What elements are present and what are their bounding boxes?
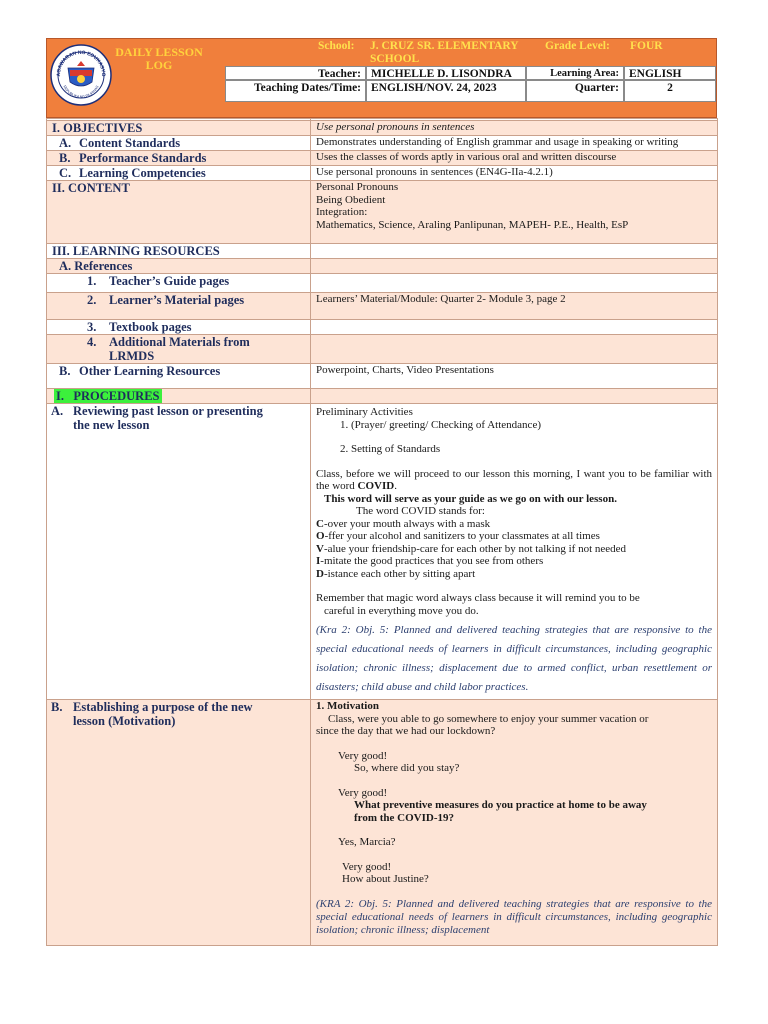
quarter-value: 2 xyxy=(624,80,716,102)
procedure-b-label xyxy=(47,700,311,946)
covid-item xyxy=(316,518,712,531)
covid-text: -ffer your alcohol and sanitizers to your classmates at all times xyxy=(324,530,600,542)
covid-guide-text: This word will serve as your guide as we go on with our lesson. xyxy=(324,492,617,505)
content-standards-label xyxy=(47,136,311,151)
lm-num: 2. xyxy=(87,293,97,307)
covid-intro-end: . xyxy=(394,480,397,492)
performance-standards-label xyxy=(47,151,311,166)
competencies-value: Use personal pronouns in sentences (EN4G-IIa-4.2.1) xyxy=(311,166,718,181)
other-resources-label xyxy=(47,364,311,389)
tb-num: 3. xyxy=(87,320,97,334)
learning-resources-row xyxy=(47,244,718,259)
covid-intro-paragraph xyxy=(316,468,712,493)
motivation-heading: 1. Motivation xyxy=(316,700,379,712)
covid-text: -alue your friendship-care for each other by not talking if not needed xyxy=(323,542,627,555)
tg-num: 1. xyxy=(87,274,97,288)
references-row xyxy=(47,259,718,274)
school-label: School: xyxy=(318,40,355,52)
competencies-row xyxy=(47,166,718,181)
how-about-justine: How about Justine? xyxy=(342,873,429,885)
competencies-text: Learning Competencies xyxy=(79,166,206,180)
yes-marcia: Yes, Marcia? xyxy=(338,836,396,848)
content-line: Personal Pronouns xyxy=(316,181,399,193)
procedure-a-label xyxy=(47,404,311,700)
teachers-guide-label xyxy=(47,274,311,293)
preliminary-item-1: 1. (Prayer/ greeting/ Checking of Attendance) xyxy=(340,418,541,431)
content-line: Integration: xyxy=(316,206,368,218)
content-line: Being Obedient xyxy=(316,193,386,206)
lesson-table xyxy=(46,118,718,946)
objectives-row xyxy=(47,121,718,136)
procedure-a-kra-note: (Kra 2: Obj. 5: Planned and delivered teaching strategies that are responsive to the special educational needs of learners in difficult circumstances, including geographic isolation; chronic illness; displacement due to armed conflict, urban resettlement or disasters; child abuse and child labor practices. xyxy=(316,624,712,693)
additional-materials-row xyxy=(47,335,718,364)
textbook-row xyxy=(47,320,718,335)
content-line: Mathematics, Science, Araling Panlipunan, MAPEH- P.E., Health, EsP xyxy=(316,218,629,231)
tg-text: Teacher’s Guide pages xyxy=(109,274,230,288)
performance-text: Performance Standards xyxy=(79,151,207,165)
teacher-value: MICHELLE D. LISONDRA xyxy=(366,66,526,80)
learning-resources-heading: III. LEARNING RESOURCES xyxy=(47,244,311,259)
covid-text: -over your mouth always with a mask xyxy=(323,517,491,530)
covid-word: COVID xyxy=(357,480,395,492)
covid-item xyxy=(316,568,712,581)
procedure-b-row xyxy=(47,700,718,946)
procedure-a-label-line2: the new lesson xyxy=(73,418,150,432)
covid-letter: C xyxy=(316,517,324,530)
teacher-label: Teacher: xyxy=(225,66,366,80)
procedure-b-label-line1: Establishing a purpose of the new xyxy=(73,700,253,714)
very-good-3: Very good! xyxy=(342,860,392,873)
textbook-label xyxy=(47,320,311,335)
preventive-question-line2: from the COVID-19? xyxy=(354,811,455,824)
objectives-heading: I. OBJECTIVES xyxy=(47,121,311,136)
deped-seal-logo xyxy=(50,44,112,106)
covid-item xyxy=(316,555,712,568)
performance-letter: B. xyxy=(59,151,71,165)
procedures-num: I. xyxy=(56,389,64,403)
competencies-label xyxy=(47,166,311,181)
teaching-dates-label: Teaching Dates/Time: xyxy=(225,80,366,102)
quarter-label: Quarter: xyxy=(526,80,624,102)
preventive-question-line1: What preventive measures do you practice at home to be away xyxy=(354,799,647,811)
procedures-row xyxy=(47,389,718,404)
covid-item xyxy=(316,543,712,556)
other-text: Other Learning Resources xyxy=(79,364,221,378)
other-resources-row xyxy=(47,364,718,389)
procedure-a-label-line1: Reviewing past lesson or presenting xyxy=(73,404,263,418)
covid-intro-text: Class, before we will proceed to our lesson this morning, I want you to be familiar with the word xyxy=(316,467,712,492)
covid-item xyxy=(316,530,712,543)
objectives-heading-value: Use personal pronouns in sentences xyxy=(311,121,718,136)
procedure-b-label-line2: lesson (Motivation) xyxy=(73,714,176,728)
other-resources-value: Powerpoint, Charts, Video Presentations xyxy=(311,364,718,389)
covid-letter: I xyxy=(316,555,321,567)
content-standards-text: Content Standards xyxy=(79,136,181,150)
title-line1: DAILY LESSON xyxy=(115,45,203,59)
competencies-letter: C. xyxy=(59,166,72,180)
content-standards-letter: A. xyxy=(59,136,72,150)
procedures-heading xyxy=(47,389,311,404)
covid-letter: V xyxy=(316,542,324,555)
content-heading: II. CONTENT xyxy=(47,181,311,244)
title-line2: LOG xyxy=(145,58,173,72)
procedures-text: PROCEDURES xyxy=(73,389,160,403)
motivation-question-line1: Class, were you able to go somewhere to enjoy your summer vacation or xyxy=(328,712,649,725)
am-text-line1: Additional Materials from xyxy=(109,335,250,349)
preliminary-activities: Preliminary Activities xyxy=(316,406,413,418)
covid-text: -istance each other by sitting apart xyxy=(323,567,476,580)
very-good-2: Very good! xyxy=(338,786,388,799)
teaching-dates-value: ENGLISH/NOV. 24, 2023 xyxy=(366,80,526,102)
remember-line2: careful in everything move you do. xyxy=(324,604,479,617)
grade-level-value: FOUR xyxy=(630,40,663,52)
learning-area-value: ENGLISH xyxy=(624,66,716,80)
covid-stands-for: The word COVID stands for: xyxy=(356,505,485,517)
procedure-b-letter: B. xyxy=(51,700,63,714)
procedure-a-letter: A. xyxy=(51,404,64,418)
procedure-a-content xyxy=(311,404,718,700)
performance-standards-value: Uses the classes of words aptly in various oral and written discourse xyxy=(311,151,718,166)
learners-material-row xyxy=(47,293,718,320)
am-num: 4. xyxy=(87,335,97,349)
am-text-line2: LRMDS xyxy=(109,349,155,363)
teachers-guide-row xyxy=(47,274,718,293)
references-label: A. References xyxy=(47,259,311,274)
content-standards-row xyxy=(47,136,718,151)
procedure-b-kra-note: (KRA 2: Obj. 5: Planned and delivered teaching strategies that are responsive to the special educational needs of learners in difficult circumstances, including geographic isolation; chronic illness; displacement xyxy=(316,897,712,936)
tb-text: Textbook pages xyxy=(109,320,192,334)
very-good-1: Very good! xyxy=(338,749,388,762)
svg-text:REPUBLIKA NG PILIPINAS: REPUBLIKA NG PILIPINAS xyxy=(62,84,100,100)
grade-level-label: Grade Level: xyxy=(545,40,610,52)
procedure-a-row xyxy=(47,404,718,700)
learners-material-value: Learners’ Material/Module: Quarter 2- Module 3, page 2 xyxy=(311,293,718,320)
covid-text: -mitate the good practices that you see from others xyxy=(320,555,544,567)
procedure-b-content xyxy=(311,700,718,946)
motivation-question-line2: since the day that we had our lockdown? xyxy=(316,725,496,737)
covid-letter: O xyxy=(316,530,325,542)
learners-material-label xyxy=(47,293,311,320)
where-did-you-stay: So, where did you stay? xyxy=(354,762,460,774)
content-value xyxy=(311,181,718,244)
covid-letter: D xyxy=(316,567,324,580)
lm-text: Learner’s Material pages xyxy=(109,293,245,307)
school-value-line1: J. CRUZ SR. ELEMENTARY xyxy=(370,40,519,52)
remember-line1: Remember that magic word always class because it will remind you to be xyxy=(316,592,640,604)
additional-materials-label xyxy=(47,335,311,364)
performance-standards-row xyxy=(47,151,718,166)
content-standards-value: Demonstrates understanding of English grammar and usage in speaking or writing xyxy=(311,136,718,151)
document-title xyxy=(104,46,214,72)
preliminary-item-2: 2. Setting of Standards xyxy=(340,443,441,455)
content-row xyxy=(47,181,718,244)
other-letter: B. xyxy=(59,364,71,378)
school-value-line2: SCHOOL xyxy=(370,53,420,65)
learning-area-label: Learning Area: xyxy=(526,66,624,80)
svg-text:KAGAWARAN NG EDUKASYON: AGAWARAN NG EDUKASYO xyxy=(55,49,107,77)
